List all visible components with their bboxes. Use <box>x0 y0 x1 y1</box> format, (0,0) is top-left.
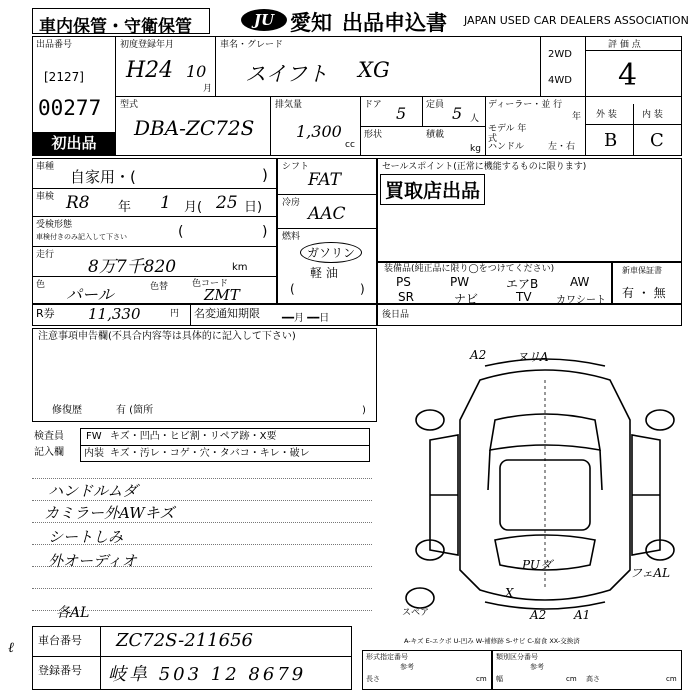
fuel-gasoline: ガソリン <box>300 242 362 263</box>
ac-value: AAC <box>308 204 346 224</box>
displacement-label: 排気量 <box>275 100 303 110</box>
receipt-note: 車検付きのみ記入して下さい <box>36 233 127 241</box>
storage-label-box <box>32 8 210 37</box>
fuel-close: ) <box>360 282 365 296</box>
recycle-yen: 円 <box>170 309 180 319</box>
diagram-label-pu: PUダ <box>522 558 552 572</box>
equipment-tv: TV <box>516 290 532 304</box>
equipment-ps: PS <box>396 275 411 289</box>
car-damage-diagram <box>400 340 690 630</box>
model-code: DBA-ZC72S <box>134 116 255 140</box>
first-reg-year: H24 <box>126 58 174 83</box>
handle-label: ハンドル <box>488 142 525 152</box>
kg-unit: kg <box>470 144 481 154</box>
equipment-pw: PW <box>450 275 470 289</box>
first-reg-label: 初度登録年月 <box>120 40 175 50</box>
displacement-value: 1,300 <box>296 122 342 141</box>
later-items-frame <box>377 304 682 326</box>
chassis-label: 車台番号 <box>38 634 82 647</box>
inspection-label: 車検 <box>36 192 55 202</box>
shape-label: 形状 <box>364 130 383 140</box>
color-value: パール <box>66 285 114 304</box>
model-label: 型式 <box>120 100 139 110</box>
diagram-label-a1: A1 <box>574 608 591 622</box>
month-unit: 月 <box>203 84 213 94</box>
color-code-label: 色コード <box>192 279 229 289</box>
form-number-label: 形式指定番号 <box>366 653 408 661</box>
equipment-sr: SR <box>398 290 414 304</box>
inspection-year-unit: 年 <box>118 200 132 215</box>
warranty-options: 有 ・ 無 <box>622 286 666 300</box>
drive-4wd: 4WD <box>548 75 572 86</box>
car-name-label: 車名・グレード <box>220 40 284 50</box>
plate-label: 登録番号 <box>38 664 82 677</box>
form-ref-label: 参考 <box>400 663 414 671</box>
repair-label: 修復歴 <box>52 405 82 416</box>
notice-value: ━━月 ━━日 <box>282 313 330 324</box>
ju-logo-text: JU <box>253 11 275 29</box>
length-unit: cm <box>476 675 487 683</box>
mileage-label: 走行 <box>36 250 55 260</box>
notes-label: 注意事項申告欄(不具合内容等は具体的に記入して下さい) <box>38 331 296 342</box>
inspector-note-3: シートしみ <box>48 528 124 546</box>
height-label: 高さ <box>586 675 600 683</box>
lot-bracket-number: [2127] <box>44 70 84 84</box>
recycle-label: R券 <box>36 307 55 320</box>
mileage-value: 8万7千820 <box>88 257 177 277</box>
sales-point-text: 買取店出品 <box>380 174 485 205</box>
color-code-value: ZMT <box>204 286 240 304</box>
car-name: スイフト <box>245 62 328 86</box>
repair-value: 有 (箇所 <box>116 405 154 416</box>
inspection-month: 1 <box>160 193 171 213</box>
diagram-label-spare: スペア <box>402 608 430 618</box>
interior-grade: C <box>650 130 664 151</box>
region-name: 愛知 <box>290 11 332 35</box>
lot-label: 出品番号 <box>36 40 73 50</box>
repair-close: ) <box>362 405 366 416</box>
diagram-legend: A-キズ E-エクボ U-凹み W-補修跡 S-サビ C-腐食 XX-交換済 <box>404 637 580 645</box>
score-label: 評 価 点 <box>608 40 641 50</box>
color-label: 色 <box>36 280 46 290</box>
km-unit: km <box>232 262 248 273</box>
fuel-open: ( <box>290 282 295 296</box>
usage-type-value: 自家用・( <box>70 168 136 186</box>
inspector-label-top: 検査員 <box>34 431 64 442</box>
side-mark: ℓ <box>8 640 14 656</box>
inspection-day: 25 <box>216 193 238 213</box>
storage-label: 車内保管・守衛保管 <box>39 17 192 37</box>
form-title: 出品申込書 <box>342 11 447 35</box>
width-unit: cm <box>566 675 577 683</box>
fw-items: キズ・凹凸・ヒビ割・リペア跡・X要 <box>110 431 277 442</box>
interior-label: 内 装 <box>642 110 663 120</box>
doors-label: ドア <box>364 100 382 110</box>
later-items-label: 後日品 <box>382 310 410 320</box>
model-year-label: モデル 年式 <box>488 124 527 144</box>
diagram-label-a2-front: A2 <box>470 348 487 362</box>
inspector-extra-note: 各AL <box>56 605 90 621</box>
year-unit: 年 <box>572 112 582 122</box>
inspection-day-unit: 日) <box>244 200 263 215</box>
inspector-interior-items: キズ・汚レ・コゲ・穴・タバコ・キレ・破レ <box>110 448 310 459</box>
equipment-airbag: エアB <box>506 277 539 291</box>
capacity-value: 5 <box>452 104 463 123</box>
height-unit: cm <box>666 675 677 683</box>
ju-logo <box>240 8 288 32</box>
diagram-label-paint: ヌリA <box>516 350 549 364</box>
drive-2wd: 2WD <box>548 49 572 60</box>
diagram-label-a2-rear: A2 <box>530 608 547 622</box>
length-label: 長さ <box>366 675 380 683</box>
plate-number: 岐阜 503 12 8679 <box>108 664 307 685</box>
notes-frame <box>32 328 377 422</box>
cc-unit: cc <box>345 140 355 150</box>
diagram-label-x: X <box>505 586 514 600</box>
sales-point-label: セールスポイント(正常に機能するものに限ります) <box>382 162 587 172</box>
inspector-interior-label: 内装 <box>84 448 104 459</box>
first-listing-badge: 初出品 <box>33 132 115 155</box>
exterior-label: 外 装 <box>596 110 617 120</box>
equipment-label: 装備品(純正品に限り◯をつけてください) <box>384 264 555 274</box>
shift-value: FAT <box>308 170 342 190</box>
inspection-month-unit: 月( <box>184 200 203 215</box>
usage-type-label: 車種 <box>36 162 55 172</box>
inspector-note-4: 外オーディオ <box>48 552 137 570</box>
inspector-note-1: ハンドルムダ <box>48 482 138 500</box>
class-number-label: 類別区分番号 <box>496 653 538 661</box>
notice-label: 名変通知期限 <box>194 307 260 320</box>
equipment-navi: ナビ <box>454 292 479 306</box>
warranty-label: 新車保証書 <box>622 266 662 275</box>
fuel-label: 燃料 <box>282 232 301 242</box>
equipment-leather: カワシート <box>556 295 606 306</box>
shift-label: シフト <box>282 162 310 172</box>
inspector-label-bottom: 記入欄 <box>34 447 64 458</box>
chassis-number: ZC72S-211656 <box>116 630 253 651</box>
inspector-note-2: カミラー外AWキズ <box>44 504 175 522</box>
color-no-label: 色替 <box>150 282 169 292</box>
association-name: JAPAN USED CAR DEALERS ASSOCIATION <box>464 14 689 27</box>
dealer-label: ディーラー・並 行 <box>488 100 563 110</box>
first-reg-month: 10 <box>186 62 207 81</box>
ju-logo-mark <box>240 8 288 32</box>
lot-number: 00277 <box>38 96 102 120</box>
exterior-grade: B <box>604 130 618 151</box>
inspection-era: R8 <box>66 193 90 213</box>
load-label: 積載 <box>426 130 445 140</box>
usage-type-close: ) <box>262 166 268 184</box>
handle-options: 左・右 <box>548 142 576 152</box>
score-value: 4 <box>618 58 638 93</box>
doors-value: 5 <box>396 104 407 123</box>
diagram-label-fender: フェAL <box>630 566 671 580</box>
ac-label: 冷房 <box>282 198 301 208</box>
capacity-unit: 人 <box>470 114 480 124</box>
equipment-aw: AW <box>570 275 590 289</box>
fw-label: FW <box>86 431 102 442</box>
class-ref-label: 参考 <box>530 663 544 671</box>
receipt-open: ( <box>178 224 184 240</box>
fuel-diesel: 軽 油 <box>310 266 338 280</box>
receipt-close: ) <box>262 224 268 240</box>
capacity-label: 定員 <box>426 100 445 110</box>
car-grade: XG <box>358 58 390 82</box>
recycle-amount: 11,330 <box>88 305 141 323</box>
receipt-label: 受検形態 <box>36 220 73 230</box>
width-label: 幅 <box>496 675 503 683</box>
